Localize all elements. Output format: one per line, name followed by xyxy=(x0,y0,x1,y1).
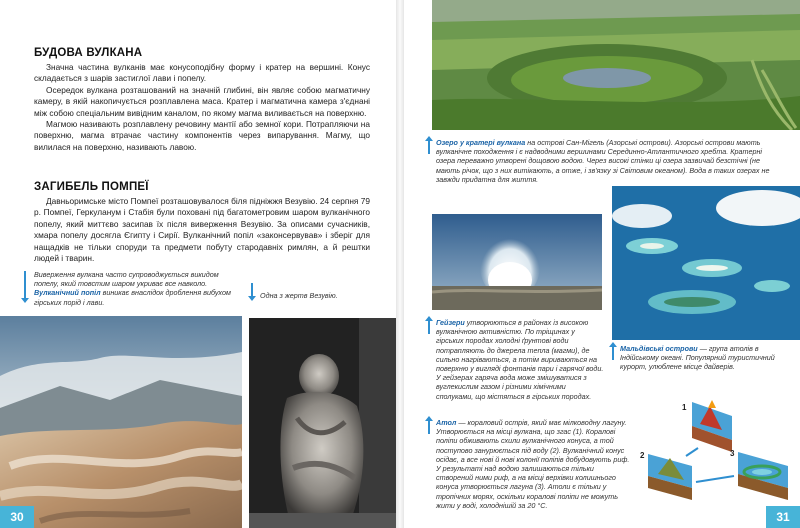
heading-pompeii: ЗАГИБЕЛЬ ПОМПЕЇ xyxy=(34,181,149,193)
paragraph: Осередок вулкана розташований на значній глибині, він являє собою магматичну камеру, в якій накопичується розплавлена маса. Кратер і магматична камера з'єднані між собою спеціальним вивідним каналом, по якому магма виливається на поверхню. xyxy=(34,84,370,118)
left-page xyxy=(0,0,396,528)
caption-arrow-icon xyxy=(249,283,255,297)
atoll-stage-3 xyxy=(738,452,788,500)
paragraph: Давньоримське місто Помпеї розташовувалося біля підніжжя Везувію. 24 серпня 79 р. Помпеї, Геркуланум і Стабія були поховані під багатометровим шаром вулканічного попелу, який миттєво засипав їх після виверження Везувію. За описами сучасників, хмара попелу досягла Єгипту і Сирії. Вулканічний попіл «законсервував» і зберіг для нащадків не тільки споруди та предмети побуту стародавніх римлян, а й рештки людей і тварин. xyxy=(34,196,370,264)
caption-term: Мальдівські острови xyxy=(620,344,698,353)
heading-volcano-structure: БУДОВА ВУЛКАНА xyxy=(34,47,143,59)
caption-arrow-icon xyxy=(426,420,432,434)
paragraph: Магмою називають розплавлену речовину мантії або земної кори. Потрапляючи на поверхню, магма втрачає частину компонентів через випарування. Магму, що вилилася на поверхню, називають лавою. xyxy=(34,119,370,152)
caption-term: Атол xyxy=(436,418,457,427)
caption-maldives: Мальдівські острови — група атолів в Індійському океані. Популярний туристичний курорт, улюблене місце дайверів. xyxy=(620,344,775,372)
atoll-formation-diagram xyxy=(638,396,800,502)
caption-term: Вулканічний попіл xyxy=(34,288,101,298)
book-gutter xyxy=(396,0,404,528)
diagram-label: 2 xyxy=(640,451,645,460)
caption-crater-lake: Озеро у кратері вулкана на острові Сан-Мігель (Азорські острови). Азорські острови мають вулканічне походження і є надводними вершинами Серединно-Атлантичного хребта. Кратерні озера переважно утворені дощовою водою. Через високі стінки ці озера зазвичай безстічні (не мають річок, що з них витікають, а отже, і зв'язку зі Світовим океаном). Вода в таких озерах не завжди придатна для життя. xyxy=(436,138,770,184)
caption-geysers: Гейзери утворюються в районах із високою вулканічною активністю. По тріщинах у гірських породах холодні ґрунтові води потрапляють до джерела тепла (магми), де сильно нагріваються, а потім вириваються на поверхню у вигляді фонтанів пари і гарячої води. У гейзерах гаряча вода може змішуватися з вуглекислим газом і різними хімічними сполуками, що містяться в гірських породах. xyxy=(436,318,604,401)
diagram-arrow-icon xyxy=(686,448,698,456)
caption-arrow-icon xyxy=(610,346,616,360)
caption-arrow-icon xyxy=(426,320,432,334)
caption-term: Озеро у кратері вулкана xyxy=(436,138,526,147)
page-number: 31 xyxy=(766,506,800,528)
diagram-arrow-icon xyxy=(696,476,734,482)
maldives-atoll-photo xyxy=(612,186,800,340)
page-number: 30 xyxy=(0,506,34,528)
caption-eruption: Виверження вулкана часто супроводжується викидом попелу, який товстим шаром укриває все навколо. Вулканічний попіл виникає внаслідок дроблення вибухом гірських порід і лави. xyxy=(34,270,231,307)
atoll-stage-1 xyxy=(692,400,732,452)
paragraph: Значна частина вулканів має конусоподібну форму і кратер на вершині. Конус складається з шарів застиглої лави і попелу. xyxy=(34,62,370,84)
geyser-photo xyxy=(432,214,602,310)
caption-arrow-icon xyxy=(426,140,432,154)
diagram-label: 1 xyxy=(682,403,687,412)
atoll-stage-2 xyxy=(648,454,692,500)
diagram-label: 3 xyxy=(730,449,735,458)
pompeii-victim-cast-photo xyxy=(249,318,396,528)
volcano-structure-text xyxy=(34,62,370,153)
volcanic-ash-landscape-photo xyxy=(0,316,242,528)
crater-lake-photo xyxy=(432,0,800,130)
right-page xyxy=(404,0,800,528)
caption-term: Гейзери xyxy=(436,318,465,327)
caption-arrow-icon xyxy=(22,271,28,299)
caption-pompeii-victim: Одна з жертв Везувію. xyxy=(260,291,338,300)
caption-atoll: Атол — кораловий острів, який має мілководну лагуну. Утворюється на місці вулкана, що згас (1). Коралові поліпи обживають схили вулканічного конуса, а той поступово занурюється під воду (2). Вулканічний конус осідає, а все нові й нові колонії поліпів добудовують риф. У результаті над водою залишаються тільки створений ними риф, а на місці верхівки колишнього конуса утворюється лагуна (3). Атоли є тільки у тропічних морях, оскільки коралові поліпи не можуть жити у воді, холоднішій за 20 °С. xyxy=(436,418,630,510)
pompeii-text xyxy=(34,196,370,264)
